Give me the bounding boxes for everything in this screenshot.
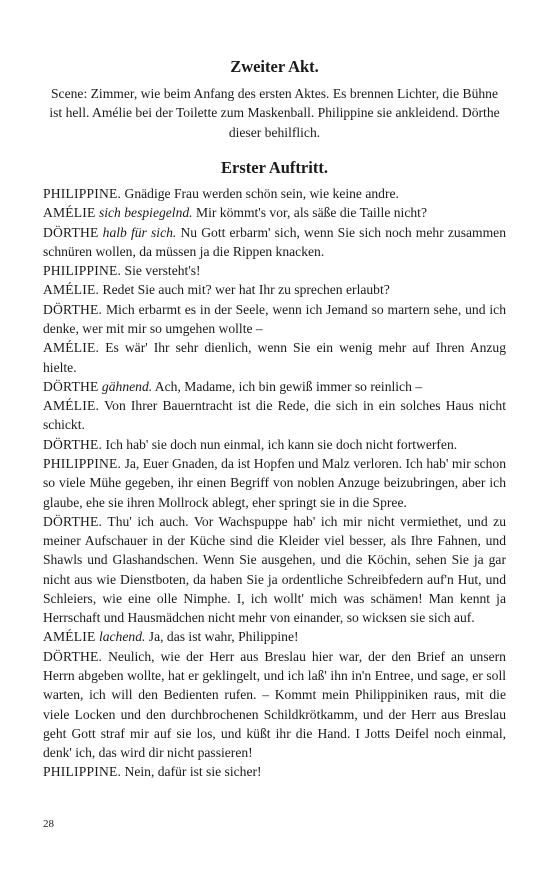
scene-title: Erster Auftritt. [221, 158, 328, 177]
speech-paragraph [43, 300, 506, 339]
speaker-name: DÖRTHE. [43, 436, 103, 452]
speech-paragraph [43, 454, 506, 512]
speaker-name: DÖRTHE. [43, 301, 103, 317]
speech-paragraph [43, 223, 506, 262]
speech-paragraph [43, 203, 506, 222]
stage-direction: halb für sich. [102, 224, 177, 240]
speech-paragraph [43, 647, 506, 763]
speech-text: Mir kömmt's vor, als säße die Taille nicht? [195, 205, 427, 221]
speaker-name: DÖRTHE. [43, 648, 103, 664]
speech-text: Neulich, wie der Herr aus Breslau hier war, der den Brief an unsern Herrn abgeben wollte, hat er geklingelt, und ich laß' ihn in'n Entree, und sage, er soll warten, ich will den Bedienten rufen. – Kommt mein Philippiniken raus, mit die viele Locken und den durchbrochenen Schildkrötkamm, und der Herr aus Breslau geht Gott straf mir auf sie los, und küßt ihr die Hand. I Jotts Deifel noch einmal, denk' ich, das wird dir nicht passieren! [43, 648, 506, 761]
act-title: Zweiter Akt. [230, 57, 319, 76]
dialogue-body [43, 184, 506, 782]
stage-direction: gähnend. [101, 378, 153, 394]
speech-paragraph [43, 280, 506, 299]
speech-text: Nu Gott erbarm' sich, wenn Sie sich noch mehr zusammen schnüren wollen, da müssen ja die Rippen knacken. [43, 224, 506, 259]
stage-direction: lachend. [98, 629, 146, 645]
speech-paragraph [43, 762, 506, 781]
speaker-name: PHILIPPINE. [43, 186, 122, 201]
speech-text: Es wär' Ihr sehr dienlich, wenn Sie ein wenig mehr auf Ihren Anzug hielte. [43, 340, 506, 375]
speech-paragraph [43, 377, 506, 396]
speaker-name: AMÉLIE. [43, 398, 100, 414]
speech-text: Thu' ich auch. Vor Wachspuppe hab' ich mir nicht vermiethet, und zu meiner Aufschauer in der Küche sind die Kleider viel besser, als Ihre Fahnen, und Shawls und Glashandschen. Wenn Sie ausgehen, und die Köchin, sehen Sie ja gar nicht aus wie Dienstboten, da haben Sie ja ordentliche Schreibfedern auf'n Hut, und Schleiers, wie eine olle Nimphe. I, ich wollt' mich was schämen! Man kennt ja Herrschaft und Hausmädchen nicht mehr von einander, so wicksen sie sich auf. [43, 513, 506, 626]
speech-paragraph [43, 512, 506, 628]
speech-text: Ich hab' sie doch nun einmal, ich kann sie doch nicht fortwerfen. [105, 436, 458, 452]
speaker-name: AMÉLIE [43, 205, 96, 221]
scene-direction: Scene: Zimmer, wie beim Anfang des ersten Aktes. Es brennen Lichter, die Bühne ist hell. Amélie bei der Toilette zum Maskenball. Philippine sie ankleidend. Dörthe dieser behilflich. [49, 86, 500, 140]
speech-paragraph [43, 261, 506, 280]
page-number: 28 [43, 818, 54, 830]
speaker-name: DÖRTHE [43, 224, 99, 240]
speech-text: Nein, dafür ist sie sicher! [124, 764, 262, 780]
speaker-name: DÖRTHE. [43, 513, 103, 529]
speaker-name: DÖRTHE [43, 378, 99, 394]
speech-paragraph [43, 184, 506, 203]
speaker-name: AMÉLIE. [43, 340, 100, 356]
speaker-name: PHILIPPINE. [43, 263, 122, 279]
speech-text: Gnädige Frau werden schön sein, wie keine andre. [124, 186, 399, 201]
speech-text: Ach, Madame, ich bin gewiß immer so reinlich – [154, 378, 423, 394]
speech-text: Mich erbarmt es in der Seele, wenn ich Jemand so martern sehe, und ich denke, wer mit mir so umgehen wollte – [43, 301, 506, 336]
stage-direction: sich bespiegelnd. [98, 205, 193, 221]
speaker-name: PHILIPPINE. [43, 455, 122, 471]
speech-text: Sie versteht's! [124, 263, 201, 279]
speaker-name: PHILIPPINE. [43, 764, 122, 780]
speech-text: Ja, Euer Gnaden, da ist Hopfen und Malz verloren. Ich hab' mir schon so viele Mühe gegeben, ihr einen Begriff von noblen Anzuge beizubringen, aber ich glaube, ehe sie ihren Mollrock ablegt, eher springt sie in die Spree. [43, 455, 506, 510]
speech-paragraph [43, 627, 506, 646]
speaker-name: AMÉLIE. [43, 282, 100, 298]
speaker-name: AMÉLIE [43, 629, 96, 645]
speech-text: Redet Sie auch mit? wer hat Ihr zu sprechen erlaubt? [102, 282, 390, 298]
speech-text: Ja, das ist wahr, Philippine! [148, 629, 299, 645]
speech-paragraph [43, 338, 506, 377]
speech-paragraph [43, 435, 506, 454]
speech-paragraph [43, 396, 506, 435]
speech-text: Von Ihrer Bauerntracht ist die Rede, die sich in ein solches Haus nicht schickt. [43, 398, 507, 433]
